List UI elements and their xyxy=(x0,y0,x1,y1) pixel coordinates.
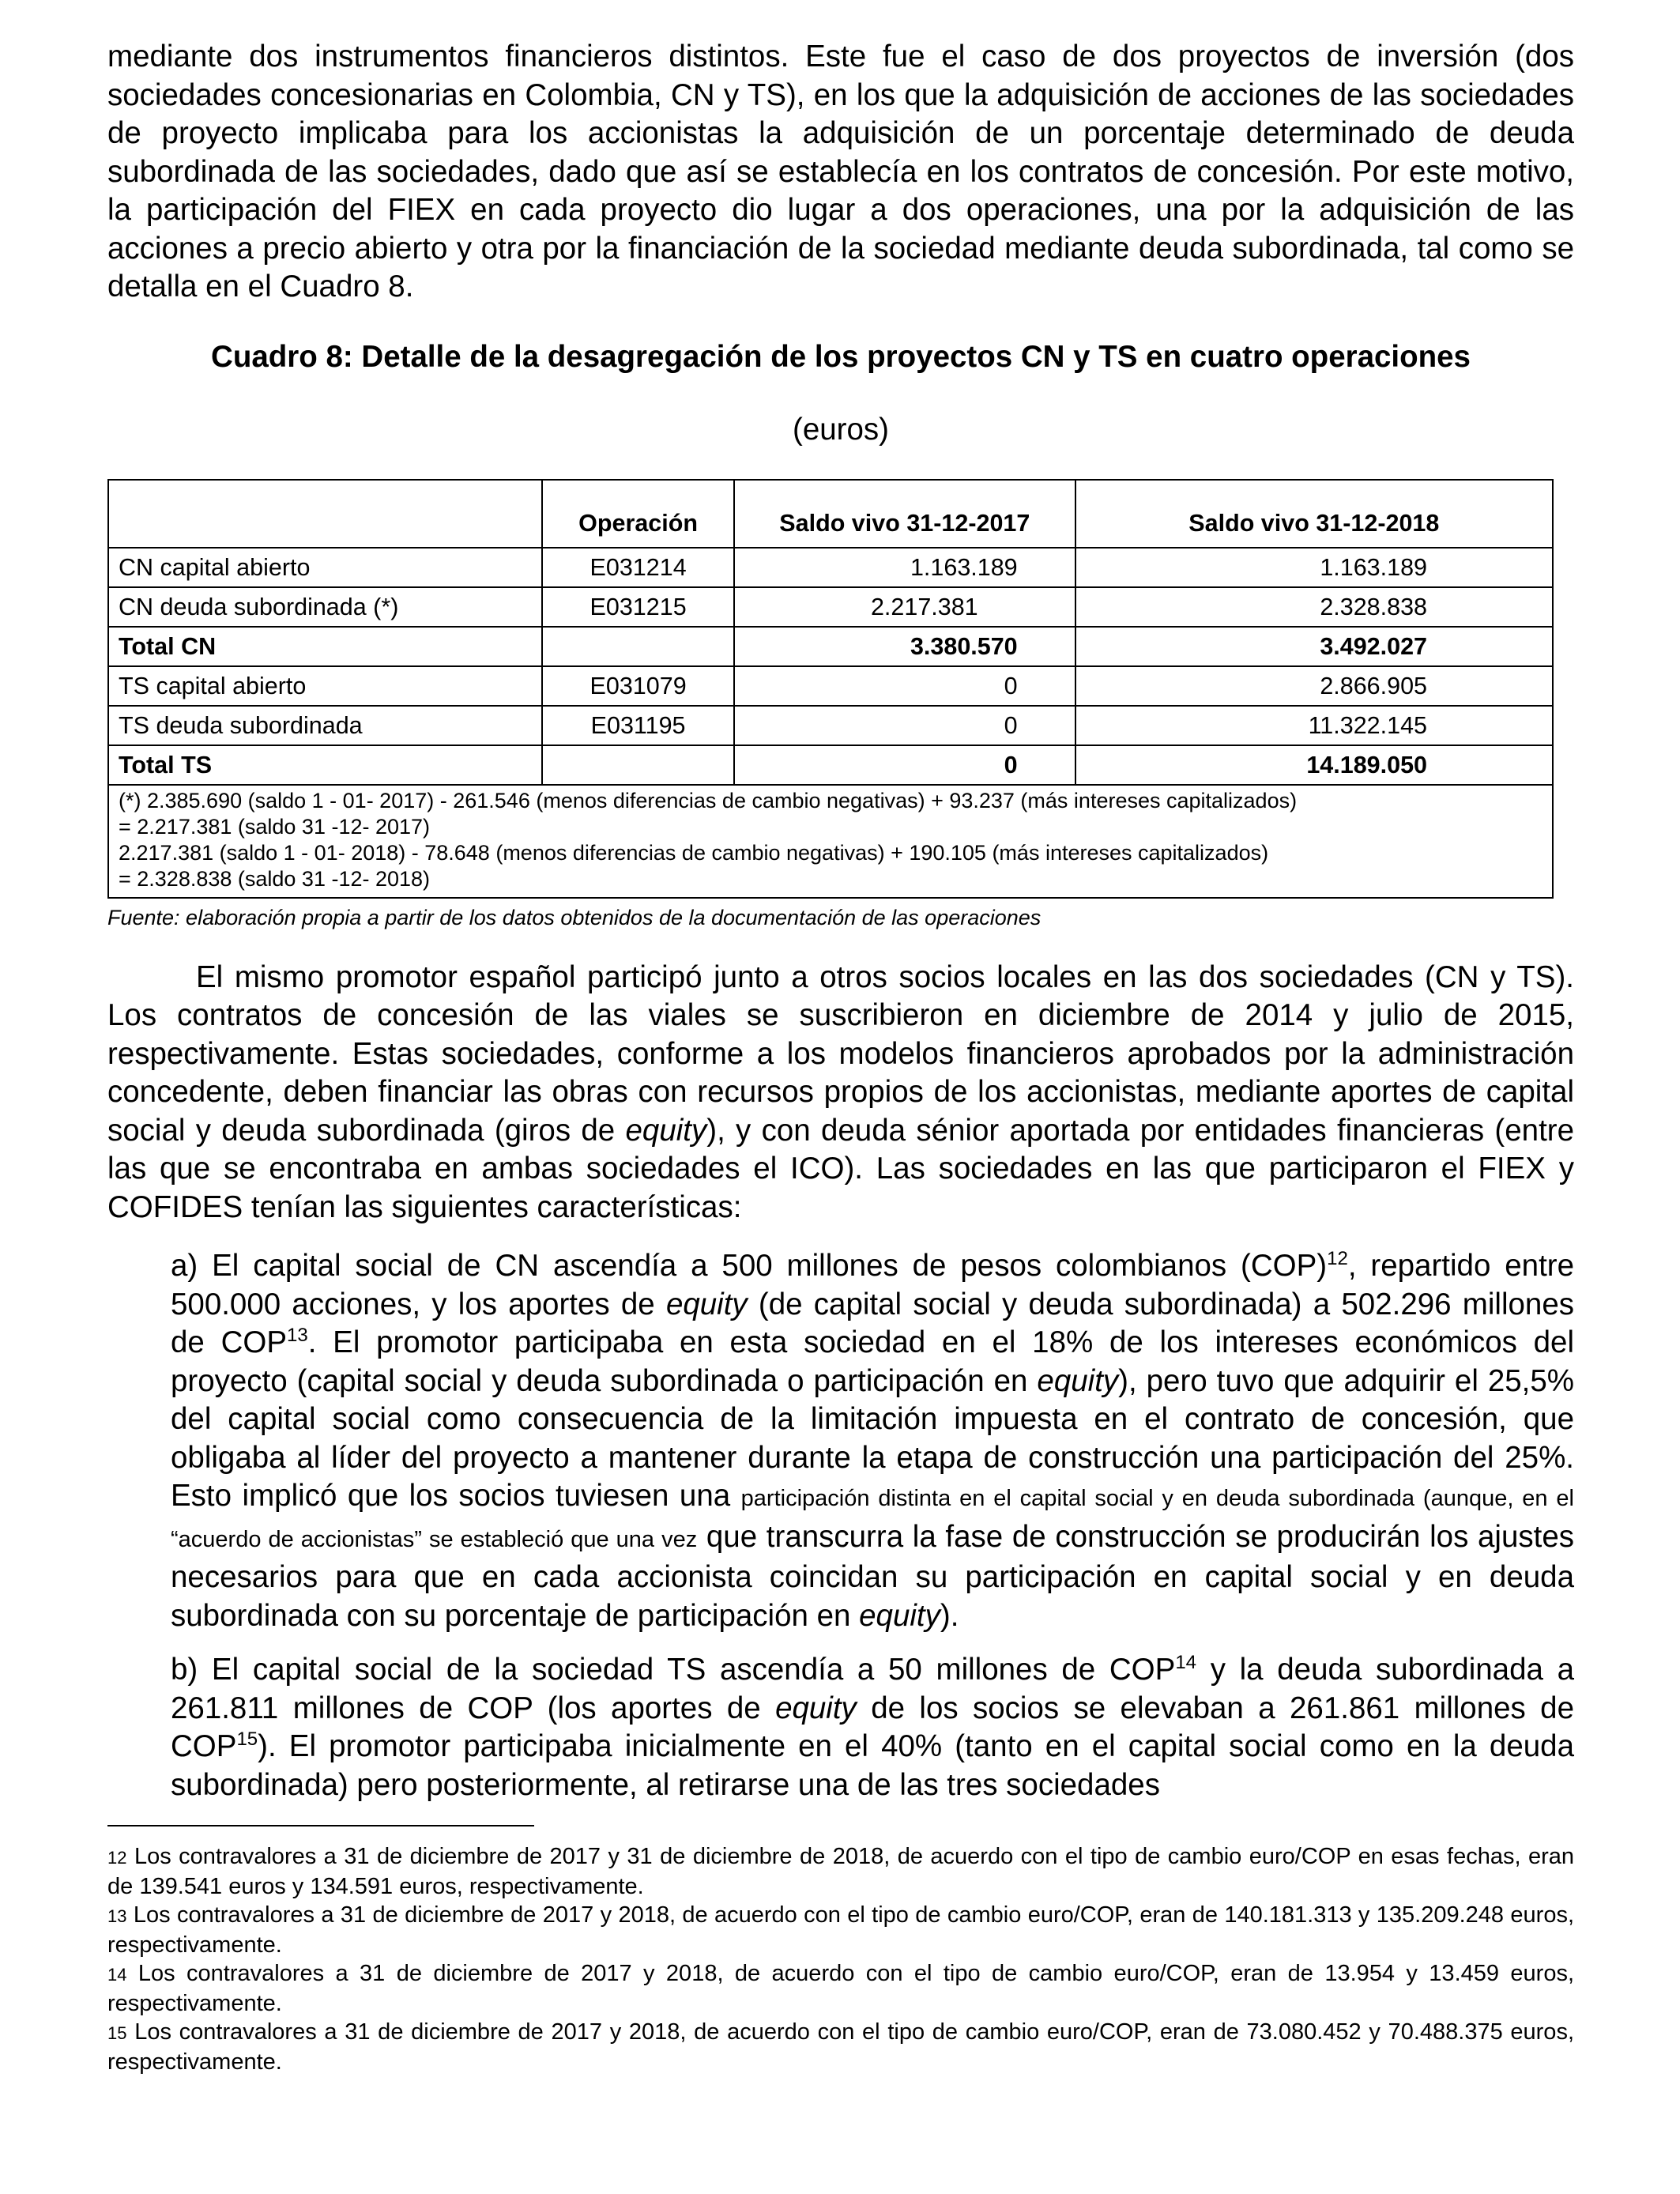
text-span: y la deuda subordinada a 261.811 millones de COP (los aportes de xyxy=(171,1653,1574,1725)
paragraph-promoter xyxy=(107,959,1574,1227)
table-note-line: = 2.328.838 (saldo 31 -12- 2018) xyxy=(119,866,431,891)
text-span: (de capital social y deuda subordinada) a 502.296 millones de COP xyxy=(171,1287,1575,1359)
intro-paragraph: mediante dos instrumentos financieros distintos. Este fue el caso de dos proyectos de inversión (dos sociedades concesionarias en Colombia, CN y TS), en los que la adquisición de acciones de las sociedades de proyecto implicaba para los accionistas la adquisición de un porcentaje determinado de deuda subordinada de las sociedades, dado que así se establecía en los contratos de concesión. Por este motivo, la participación del FIEX en cada proyecto dio lugar a dos operaciones, una por la adquisición de las acciones a precio abierto y otra por la financiación de la sociedad mediante deuda subordinada, tal como se detalla en el Cuadro 8. xyxy=(107,40,1574,303)
text-span: . El promotor participaba en esta sociedad en el 18% de los intereses económicos del proyecto (capital social y deuda subordinada o participación en xyxy=(171,1325,1575,1398)
list-item-a xyxy=(171,1247,1574,1635)
characteristics-list xyxy=(171,1247,1574,1804)
table-notes-row xyxy=(108,785,1553,898)
row-value-2018: 2.866.905 xyxy=(1075,666,1553,706)
footnote-number: 13 xyxy=(107,1906,127,1926)
table-source: Fuente: elaboración propia a partir de los datos obtenidos de la documentación de las operaciones xyxy=(107,905,1042,929)
text-span: ). El promotor participaba inicialmente en el 40% (tanto en el capital social como en la deuda subordinada) pero posteriormente, al retirarse una de las tres sociedades xyxy=(171,1729,1574,1802)
row-operation: E031195 xyxy=(542,706,734,745)
footnote xyxy=(107,2018,1574,2076)
table-row xyxy=(108,666,1553,706)
document-page xyxy=(107,38,1574,2076)
row-label: TS capital abierto xyxy=(108,666,542,706)
table-note-line: 2.217.381 (saldo 1 - 01- 2018) - 78.648 (menos diferencias de cambio negativas) + 190.105 (más intereses capitalizados) xyxy=(119,840,1269,865)
table-row xyxy=(108,587,1553,627)
footnote-ref-12: 12 xyxy=(1327,1248,1348,1270)
footnote-text: Los contravalores a 31 de diciembre de 2017 y 2018, de acuerdo con el tipo de cambio euro/COP, eran de 73.080.452 y 70.488.375 euros, respectivamente. xyxy=(107,2019,1574,2075)
footnote-number: 14 xyxy=(107,1965,127,1985)
operations-table xyxy=(107,479,1554,899)
row-value-2017: 3.380.570 xyxy=(734,627,1075,666)
footnote xyxy=(107,1901,1574,1959)
row-operation: E031214 xyxy=(542,548,734,587)
footnote-number: 15 xyxy=(107,2023,127,2043)
text-span: ). xyxy=(940,1598,959,1633)
footnote-number: 12 xyxy=(107,1848,127,1868)
footnote-separator xyxy=(107,1825,534,1826)
text-span: , repartido entre 500.000 acciones, y los aportes de xyxy=(171,1249,1574,1321)
text-span: ), pero tuvo que adquirir el 25,5% del capital social como consecuencia de la limitación impuesta en el contrato de concesión, que obligaba al líder del proyecto a mantener durante la etapa de construcción una participación del 25%. Esto implicó que los socios tuviesen una xyxy=(171,1363,1574,1513)
footnotes xyxy=(107,1842,1574,2076)
text-span: que transcurra la fase de construcción se producirán los ajustes necesarios para que en cada accionista coincidan su participación en capital social y en deuda subordinada con su porcentaje de participación en xyxy=(171,1519,1575,1633)
row-label: CN deuda subordinada (*) xyxy=(108,587,542,627)
row-label: Total TS xyxy=(108,745,542,785)
italic-term: equity xyxy=(1037,1363,1119,1398)
table-notes xyxy=(108,785,1553,898)
row-value-2017: 0 xyxy=(734,745,1075,785)
row-operation xyxy=(542,745,734,785)
table-header-row xyxy=(108,480,1553,548)
italic-term: equity xyxy=(859,1598,940,1633)
footnote-ref-15: 15 xyxy=(236,1728,258,1751)
list-item-b xyxy=(171,1651,1574,1804)
row-value-2018: 3.492.027 xyxy=(1075,627,1553,666)
table-row xyxy=(108,706,1553,745)
text-span-small: participación distinta en el capital social y en deuda subordinada (aunque, en el “acuerdo de accionistas” se estableció que una vez xyxy=(171,1486,1574,1552)
footnote-ref-13: 13 xyxy=(287,1325,308,1347)
text-span: de los socios se elevaban a 261.861 millones de COP xyxy=(171,1691,1574,1763)
row-operation: E031215 xyxy=(542,587,734,627)
row-value-2018: 2.328.838 xyxy=(1075,587,1553,627)
footnote-text: Los contravalores a 31 de diciembre de 2017 y 2018, de acuerdo con el tipo de cambio euro/COP, eran de 140.181.313 y 135.209.248 euros, respectivamente. xyxy=(107,1902,1575,1958)
table-row-total xyxy=(108,745,1553,785)
footnote-ref-14: 14 xyxy=(1175,1652,1197,1674)
row-value-2018: 14.189.050 xyxy=(1075,745,1553,785)
row-value-2017: 0 xyxy=(734,706,1075,745)
italic-term: equity xyxy=(775,1691,857,1725)
italic-term: equity xyxy=(625,1113,707,1148)
table-units: (euros) xyxy=(793,412,889,447)
text-span: b) El capital social de la sociedad TS ascendía a 50 millones de COP xyxy=(171,1653,1176,1687)
row-value-2017: 0 xyxy=(734,666,1075,706)
footnote-text: Los contravalores a 31 de diciembre de 2017 y 2018, de acuerdo con el tipo de cambio euro/COP, eran de 13.954 y 13.459 euros, respectivamente. xyxy=(107,1961,1575,2016)
row-label: TS deuda subordinada xyxy=(108,706,542,745)
row-value-2017: 1.163.189 xyxy=(734,548,1075,587)
row-value-2018: 11.322.145 xyxy=(1075,706,1553,745)
row-value-2018: 1.163.189 xyxy=(1075,548,1553,587)
header-cell-2017: Saldo vivo 31-12-2017 xyxy=(734,480,1075,548)
header-cell-operation: Operación xyxy=(542,480,734,548)
table-note-line: (*) 2.385.690 (saldo 1 - 01- 2017) - 261.546 (menos diferencias de cambio negativas) + 93.237 (más intereses capitalizados) xyxy=(119,788,1298,812)
row-label: CN capital abierto xyxy=(108,548,542,587)
header-cell-label xyxy=(108,480,542,548)
text-span: El mismo promotor español participó junto a otros socios locales en las dos sociedades (CN y TS). Los contratos de concesión de las viales se suscribieron en diciembre de 2014 y julio de 2015, respectivamente. Estas sociedades, conforme a los modelos financieros aprobados por la administración concedente, deben financiar las obras con recursos propios de los accionistas, mediante aportes de capital social y deuda subordinada (giros de xyxy=(107,959,1574,1148)
text-span: a) El capital social de CN ascendía a 500 millones de pesos colombianos (COP) xyxy=(171,1249,1328,1283)
row-operation xyxy=(542,627,734,666)
row-value-2017: 2.217.381 xyxy=(734,587,1075,627)
table-row xyxy=(108,548,1553,587)
table-caption: Cuadro 8: Detalle de la desagregación de los proyectos CN y TS en cuatro operaciones xyxy=(211,339,1471,374)
row-operation: E031079 xyxy=(542,666,734,706)
header-cell-2018: Saldo vivo 31-12-2018 xyxy=(1075,480,1553,548)
row-label: Total CN xyxy=(108,627,542,666)
footnote xyxy=(107,1959,1574,2018)
table-row-total xyxy=(108,627,1553,666)
footnote xyxy=(107,1842,1574,1901)
italic-term: equity xyxy=(665,1287,748,1321)
table-note-line: = 2.217.381 (saldo 31 -12- 2017) xyxy=(119,814,431,839)
footnote-text: Los contravalores a 31 de diciembre de 2017 y 31 de diciembre de 2018, de acuerdo con el tipo de cambio euro/COP en esas fechas, eran de 139.541 euros y 134.591 euros, respectivamente. xyxy=(107,1844,1574,1899)
text-span: ), y con deuda sénior aportada por entidades financieras (entre las que se encontraba en ambas sociedades el ICO). Las sociedades en las que participaron el FIEX y COFIDES tenían las siguientes características: xyxy=(107,1113,1574,1224)
